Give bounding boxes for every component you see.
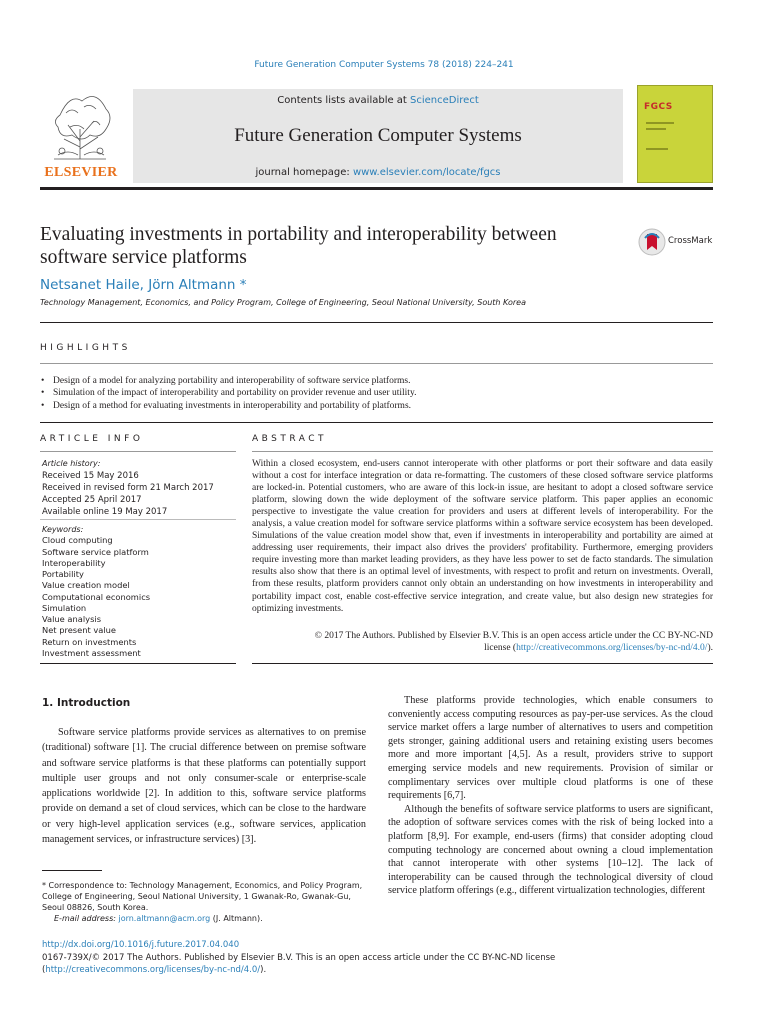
article-history xyxy=(42,458,232,518)
highlight-item: • Design of a model for analyzing portability and interoperability of software service platforms. xyxy=(40,375,713,387)
divider xyxy=(40,363,713,364)
abstract-text: Within a closed ecosystem, end-users cannot interoperate with other platforms or port their software and data easily without a cost for interface integration or data re-formatting. The customers of these closed software service platforms are locked-in. Potential customers, who are aware of this lock-in issue, are hesitant to adopt a closed software service platform, slowing down the wide deployment of the software service platform. This paper applies an economic perspective to investigate the value creation for providers and users at different levels of interoperability. For the analysis, a value creation model for software service platforms within a software service ecosystem has been developed. Simulations of the value creation model show that, even if investments in interoperability and portability are aimed at addressing user requirements, their impact also drives the providers' profitability. Furthermore, emerging providers require investing more than market leading providers, as they have less power to set de facto standards. The simulation results also show that there is an optimal level of investments, with respect to profit and return on investments. Overall, from these results, platform providers cannot only obtain an understanding on how investments in interoperability and portability impact cost, enable cost-effective service integration, and create value, but also design new strategies for optimizing investments. xyxy=(252,459,713,614)
journal-homepage-link[interactable]: www.elsevier.com/locate/fgcs xyxy=(352,167,501,178)
keyword: Net present value xyxy=(42,625,117,636)
body-column-right xyxy=(388,694,713,898)
elsevier-wordmark: ELSEVIER xyxy=(44,165,118,180)
header-rule xyxy=(40,187,713,190)
keywords-label: Keywords: xyxy=(42,525,84,534)
keyword: Cloud computing xyxy=(42,535,113,546)
divider xyxy=(40,322,713,323)
homepage-line xyxy=(133,167,623,178)
keyword: Software service platform xyxy=(42,546,149,557)
bottom-license xyxy=(42,952,722,976)
journal-banner xyxy=(133,89,623,183)
highlight-item: • Design of a method for evaluating investments in interoperability and portability of platforms. xyxy=(40,400,713,412)
bottom-license-link[interactable]: http://creativecommons.org/licenses/by-nc-nd/4.0/ xyxy=(45,965,261,975)
history-received: Received 15 May 2016 xyxy=(42,471,139,481)
contents-line xyxy=(133,95,623,106)
email-line xyxy=(42,913,366,924)
divider xyxy=(40,663,236,664)
crossmark-badge[interactable] xyxy=(638,228,718,256)
doi-link[interactable]: http://dx.doi.org/10.1016/j.future.2017.04.040 xyxy=(42,940,240,950)
authors[interactable]: Netsanet Haile, Jörn Altmann * xyxy=(40,277,247,293)
journal-cover-thumbnail xyxy=(637,85,713,183)
journal-name: Future Generation Computer Systems xyxy=(234,125,522,146)
divider xyxy=(40,451,236,452)
crossmark-icon xyxy=(638,228,666,256)
keyword: Investment assessment xyxy=(42,647,141,658)
keyword: Return on investments xyxy=(42,636,137,647)
contents-prefix: Contents lists available at xyxy=(277,95,411,106)
license-suffix: ). xyxy=(707,643,713,654)
keyword: Value analysis xyxy=(42,614,102,624)
footnote-rule xyxy=(42,870,102,871)
email-suffix: (J. Altmann). xyxy=(210,914,263,923)
copyright-line: © 2017 The Authors. Published by Elsevier B.V. This is an open access article under the CC BY-NC-ND xyxy=(314,631,713,641)
keyword: Computational economics xyxy=(42,591,151,602)
keywords xyxy=(42,524,232,659)
highlights-list xyxy=(40,375,713,412)
journal-reference[interactable]: Future Generation Computer Systems 78 (2018) 224–241 xyxy=(254,60,514,70)
divider xyxy=(40,519,236,520)
body-paragraph: These platforms provide technologies, which enable consumers to conveniently access computing resources as pay-per-use services. As the cloud service market offers a large number of alternatives to users and competition gets stronger, gaining additional users and retaining existing users becomes more and more important [4,5]. As a result, providers strive to support emerging service models and new requirements. Provision of similar or complimentary services over multiple cloud platforms is one of these requirements [6,7]. xyxy=(388,695,713,802)
masthead xyxy=(40,85,713,185)
history-online: Available online 19 May 2017 xyxy=(42,507,168,517)
license-line xyxy=(252,642,713,654)
article-info-heading: ARTICLE INFO xyxy=(40,434,144,444)
divider xyxy=(252,663,713,664)
keyword: Simulation xyxy=(42,602,87,613)
highlight-item: • Simulation of the impact of interoperability and portability on provider revenue and user utility. xyxy=(40,387,713,399)
license-link[interactable]: http://creativecommons.org/licenses/by-nc-nd/4.0/ xyxy=(516,643,708,654)
history-revised: Received in revised form 21 March 2017 xyxy=(42,483,214,493)
keyword: Portability xyxy=(42,569,84,579)
cover-title: FGCS xyxy=(644,102,673,112)
correspondence-footnote xyxy=(42,880,366,924)
body-column-left xyxy=(42,725,366,847)
sciencedirect-link[interactable]: ScienceDirect xyxy=(410,95,479,106)
keyword: Value creation model xyxy=(42,580,130,591)
section-heading-introduction: 1. Introduction xyxy=(42,697,131,709)
keyword: Interoperability xyxy=(42,557,106,568)
bottom-license-text: 0167-739X/© 2017 The Authors. Published by Elsevier B.V. This is an open access article under the CC BY-NC-ND license ( xyxy=(42,953,556,975)
divider xyxy=(40,422,713,423)
bottom-license-suffix: ). xyxy=(260,965,267,975)
divider xyxy=(252,451,713,452)
affiliation: Technology Management, Economics, and Policy Program, College of Engineering, Seoul National University, South Korea xyxy=(40,298,527,307)
body-paragraph: Software service platforms provide services as alternatives to on premise (traditional) software [1]. The crucial difference between on premise software and software service platforms is that these platforms can potentially support multiple user groups and not only consumer-scale or enterprise-scale applications worldwide [2]. In addition to this, software service platforms provide on demand a set of cloud services, which can be close to the hardware or very high-level application services (e.g., software services, application management services, or infrastructure services) [3]. xyxy=(42,727,366,846)
body-paragraph: Although the benefits of software service platforms to users are significant, the adoption of software services comes with the risk of being locked into a platform [8,9]. For example, end-users (firms) that consider adopting cloud computing technology are concerned about owning a cloud implementation that cannot interoperate with other systems [10–12]. The lack of interoperability can be caused through the technological diversity of cloud service platform offerings (e.g., different virtualization technologies, different xyxy=(388,803,713,897)
abstract-heading: ABSTRACT xyxy=(252,434,328,444)
article-title: Evaluating investments in portability and interoperability between software service platforms xyxy=(40,224,557,268)
history-accepted: Accepted 25 April 2017 xyxy=(42,495,142,505)
article-history-label: Article history: xyxy=(42,459,101,468)
email-label: E-mail address: xyxy=(54,914,119,923)
crossmark-label: CrossMark xyxy=(668,236,713,246)
correspondence-text: * Correspondence to: Technology Management, Economics, and Policy Program, College of Engineering, Seoul National University, 1 Gwanak-Ro, Gwanak-Gu, Seoul 08826, South Korea. xyxy=(42,881,363,912)
author-email-link[interactable]: jorn.altmann@acm.org xyxy=(118,914,211,923)
highlights-heading: HIGHLIGHTS xyxy=(40,343,131,353)
license-prefix: license ( xyxy=(484,643,517,654)
homepage-prefix: journal homepage: xyxy=(255,167,353,178)
abstract-copyright xyxy=(252,630,713,654)
